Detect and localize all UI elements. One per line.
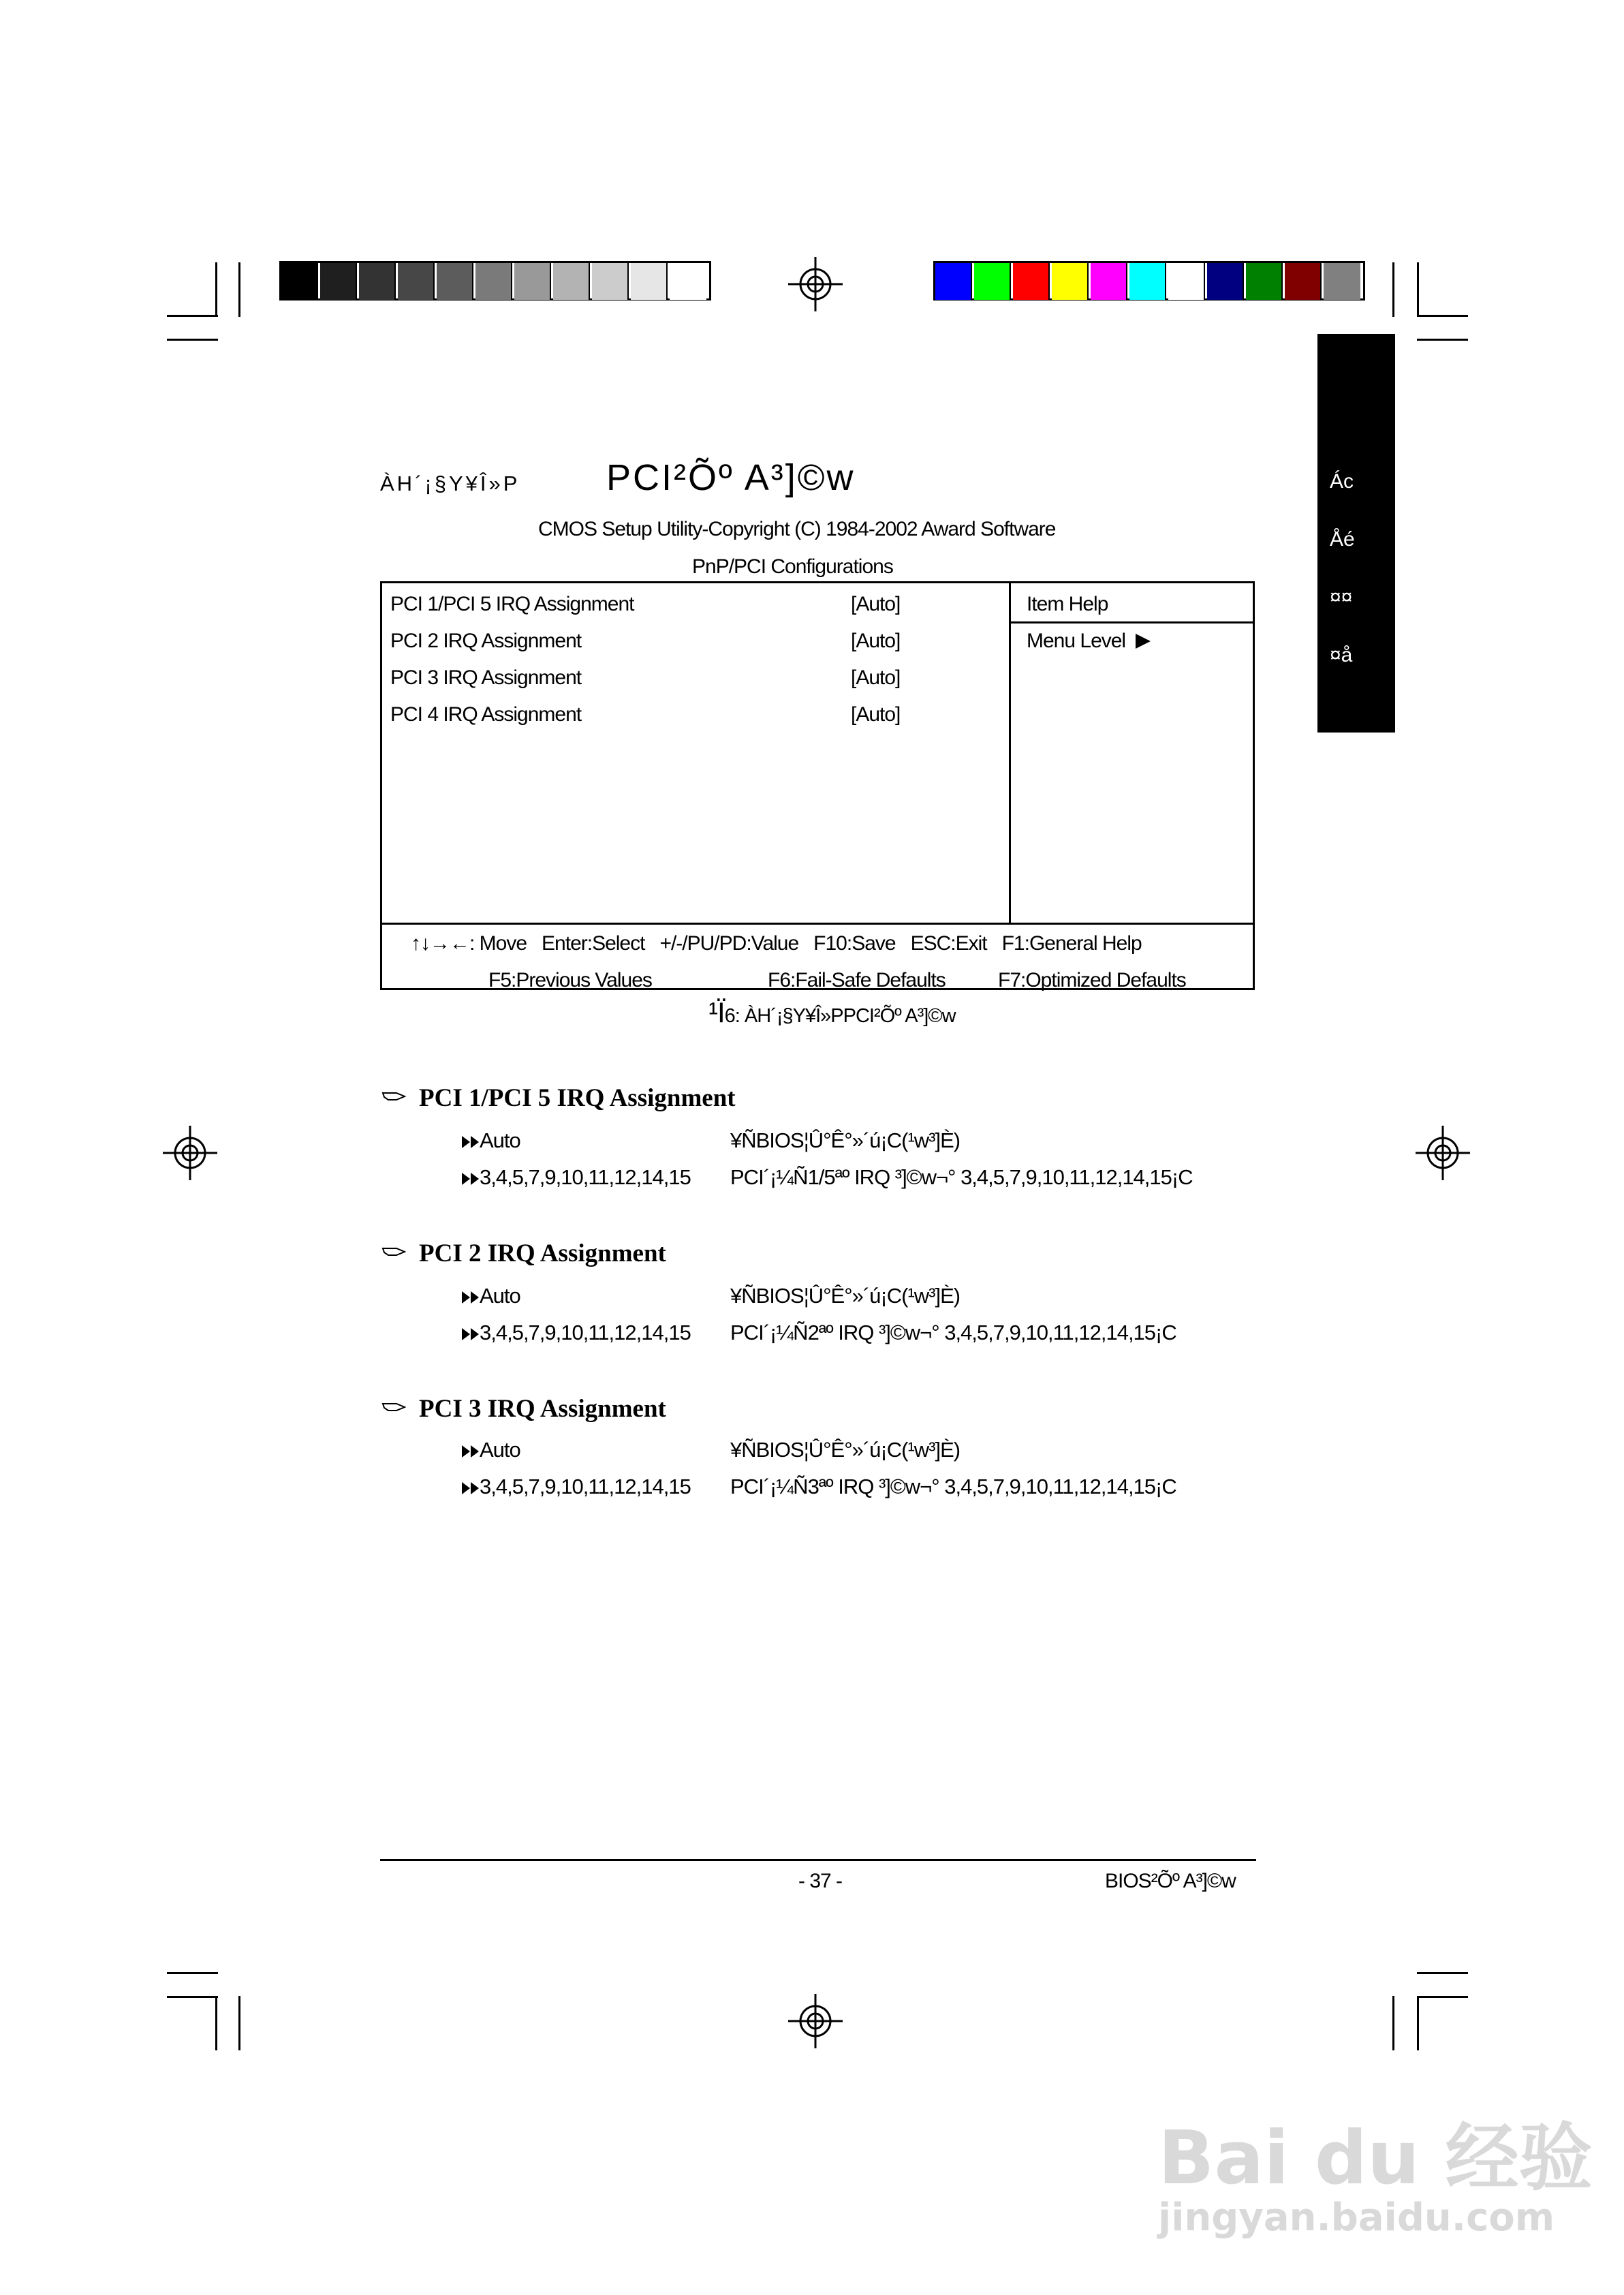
color-swatch (935, 263, 972, 300)
side-chapter-tab (1317, 334, 1395, 733)
color-swatch (1246, 263, 1283, 300)
crop-mark (238, 1996, 240, 2050)
bios-setting-label[interactable]: PCI 3 IRQ Assignment (390, 666, 582, 689)
double-arrow-icon (462, 1445, 470, 1458)
watermark-url: jingyan.baidu.com (1158, 2196, 1555, 2240)
option-value: 3,4,5,7,9,10,11,12,14,15 (480, 1321, 691, 1344)
key-help-f7: F7:Optimized Defaults (998, 969, 1186, 991)
bios-setting-value[interactable]: [Auto] (851, 630, 901, 652)
play-arrow-icon (1134, 632, 1152, 650)
double-arrow-icon (471, 1328, 479, 1340)
double-arrow-icon (471, 1291, 479, 1304)
figure-caption-text: 6: ÀH´¡§Y¥Î»PPCI²Õº A³]©w (724, 1005, 956, 1027)
crop-mark (215, 1996, 217, 2050)
bios-utility-title: CMOS Setup Utility-Copyright (C) 1984-2002 Award Software (538, 518, 1056, 540)
double-arrow-icon (462, 1136, 470, 1148)
section-heading: PCI 1/PCI 5 IRQ Assignment (419, 1084, 736, 1112)
gray-swatch (437, 263, 473, 300)
color-swatch (1091, 263, 1127, 300)
registration-mark-icon (788, 257, 843, 311)
color-swatch (1285, 263, 1322, 300)
color-swatch (1207, 263, 1244, 300)
running-title: BIOS²Õº A³]©w (1105, 1870, 1236, 1892)
side-tab-label: Ác (1330, 470, 1354, 493)
item-help-heading: Item Help (1027, 593, 1108, 615)
double-arrow-icon (462, 1328, 470, 1340)
double-arrow-icon (462, 1482, 470, 1494)
pointing-hand-icon (381, 1244, 406, 1259)
figure-caption (708, 996, 956, 1029)
pointing-hand-icon (381, 1400, 406, 1415)
crop-mark (167, 1972, 218, 1974)
option-value: 3,4,5,7,9,10,11,12,14,15 (480, 1475, 691, 1498)
registration-mark-icon (1416, 1126, 1470, 1180)
bios-setting-value[interactable]: [Auto] (851, 593, 901, 615)
bios-page-title: PnP/PCI Configurations (692, 555, 893, 578)
watermark-logo: Bai du 经验 (1158, 2116, 1593, 2201)
section-heading: PCI 2 IRQ Assignment (419, 1239, 666, 1267)
option-value: Auto (480, 1128, 520, 1152)
footer-rule (380, 1859, 1256, 1861)
side-tab-label: ¤¤ (1330, 586, 1353, 609)
section-heading: PCI 3 IRQ Assignment (419, 1395, 666, 1423)
color-swatch (1052, 263, 1089, 300)
bios-screen (380, 581, 1255, 990)
double-arrow-icon (471, 1445, 479, 1458)
option-item (462, 1321, 691, 1345)
gray-swatch (592, 263, 629, 300)
bios-setting-value[interactable]: [Auto] (851, 666, 901, 689)
option-item (462, 1475, 691, 1499)
double-arrow-icon (462, 1291, 470, 1304)
crop-mark (167, 339, 218, 341)
key-help-f6: F6:Fail-Safe Defaults (768, 969, 946, 991)
crop-mark (1417, 339, 1468, 341)
crop-mark (215, 262, 217, 317)
crop-mark (1417, 1996, 1468, 1998)
gray-swatch (398, 263, 435, 300)
option-description: PCI´¡¼Ñ3ªº IRQ ³]©w¬° 3,4,5,7,9,10,11,12,14,15¡C (730, 1475, 1176, 1498)
crop-mark (1417, 262, 1419, 317)
option-item (462, 1128, 520, 1153)
key-help-f5: F5:Previous Values (488, 969, 652, 991)
bios-setting-label[interactable]: PCI 4 IRQ Assignment (390, 703, 582, 726)
double-arrow-icon (471, 1173, 479, 1185)
option-description: ¥ÑBIOS¦Û°Ê°»´ú¡C(¹w³]È) (730, 1284, 961, 1308)
option-value: Auto (480, 1438, 520, 1462)
bios-setting-label[interactable]: PCI 1/PCI 5 IRQ Assignment (390, 593, 634, 615)
pointing-hand-icon (381, 1089, 406, 1104)
help-divider (1009, 583, 1011, 923)
color-calibration-strip (933, 261, 1365, 301)
option-item (462, 1438, 520, 1462)
bios-setting-label[interactable]: PCI 2 IRQ Assignment (390, 630, 582, 652)
double-arrow-icon (462, 1173, 470, 1185)
gray-swatch (514, 263, 551, 300)
crop-mark (1417, 1996, 1419, 2050)
page-title: PCI²Õº A³]©w (606, 457, 856, 498)
gray-swatch (631, 263, 668, 300)
color-swatch (1013, 263, 1050, 300)
help-header-divider (1009, 621, 1255, 623)
crop-mark (238, 262, 240, 317)
option-description: ¥ÑBIOS¦Û°Ê°»´ú¡C(¹w³]È) (730, 1438, 961, 1462)
gray-swatch (281, 263, 318, 300)
registration-mark-icon (163, 1126, 217, 1180)
option-value: 3,4,5,7,9,10,11,12,14,15 (480, 1165, 691, 1189)
option-description: PCI´¡¼Ñ1/5ªº IRQ ³]©w¬° 3,4,5,7,9,10,11,12,14,15¡C (730, 1165, 1193, 1189)
side-tab-label: ¤å (1330, 644, 1353, 666)
option-value: Auto (480, 1284, 520, 1308)
crop-mark (167, 315, 218, 317)
menu-level (1027, 630, 1152, 653)
gray-swatch (320, 263, 357, 300)
gray-swatch (553, 263, 590, 300)
color-swatch (1129, 263, 1166, 300)
double-arrow-icon (471, 1482, 479, 1494)
chapter-label: ÀH´¡§Y¥Î»P (380, 472, 520, 495)
bios-setting-value[interactable]: [Auto] (851, 703, 901, 726)
gray-swatch (475, 263, 512, 300)
color-swatch (974, 263, 1011, 300)
option-item (462, 1284, 520, 1308)
menu-level-label: Menu Level (1027, 630, 1126, 652)
crop-mark (1417, 315, 1468, 317)
key-help-line: ↑↓→←: Move Enter:Select +/-/PU/PD:Value F10:Save ESC:Exit F1:General Help (411, 932, 1142, 955)
registration-mark-icon (788, 1994, 843, 2048)
option-description: PCI´¡¼Ñ2ªº IRQ ³]©w¬° 3,4,5,7,9,10,11,12,14,15¡C (730, 1321, 1176, 1344)
double-arrow-icon (471, 1136, 479, 1148)
option-item (462, 1165, 691, 1190)
color-swatch (1324, 263, 1360, 300)
gray-swatch (359, 263, 396, 300)
crop-mark (1392, 262, 1394, 317)
color-swatch (1168, 263, 1205, 300)
footer-divider (382, 923, 1253, 925)
page-number: - 37 - (798, 1870, 843, 1892)
crop-mark (1392, 1996, 1394, 2050)
crop-mark (1417, 1972, 1468, 1974)
side-tab-label: Åé (1330, 528, 1355, 551)
crop-mark (167, 1996, 218, 1998)
option-description: ¥ÑBIOS¦Û°Ê°»´ú¡C(¹w³]È) (730, 1128, 961, 1152)
gray-calibration-strip (279, 261, 711, 301)
figure-caption-prefix: ¹Ï (708, 996, 725, 1028)
gray-swatch (670, 263, 706, 300)
